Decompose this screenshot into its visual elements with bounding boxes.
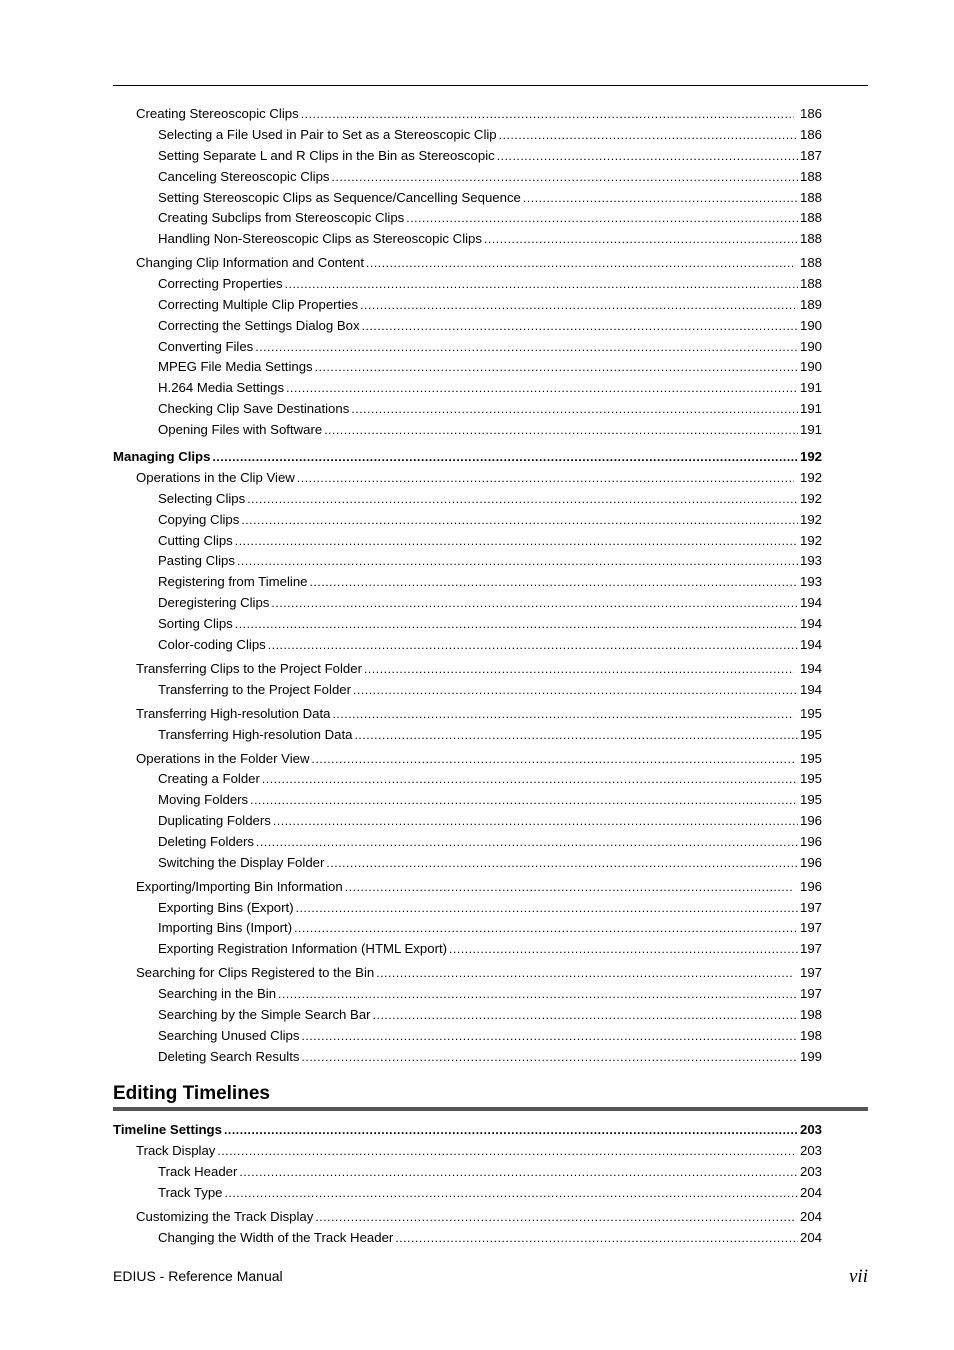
toc-entry-title: Cutting Clips [158, 533, 233, 548]
dot-leader [268, 637, 798, 654]
toc-entry-page: 188 [799, 169, 822, 184]
toc-entry-page: 196 [799, 813, 822, 828]
dot-leader [235, 533, 798, 550]
toc-entry-title: Deleting Folders [158, 834, 255, 849]
toc-entry[interactable] [158, 636, 822, 653]
toc-entry-title: Converting Files [158, 339, 254, 354]
toc-entry-title: Track Type [158, 1185, 223, 1200]
dot-leader [241, 512, 798, 529]
toc-entry-title: Correcting Properties [158, 276, 283, 291]
toc-entry-page: 203 [799, 1143, 822, 1158]
toc-entry-page: 198 [799, 1028, 822, 1043]
toc-entry-title: Creating a Folder [158, 771, 260, 786]
toc-entry-title: Track Header [158, 1164, 238, 1179]
toc-entry[interactable] [158, 615, 822, 632]
toc-entry-title: Handling Non-Stereoscopic Clips as Stereoscopic Clips [158, 231, 482, 246]
footer-manual-title: EDIUS - Reference Manual [113, 1268, 283, 1284]
toc-entry-title: Pasting Clips [158, 553, 235, 568]
header-rule [113, 85, 868, 86]
toc-entry[interactable] [158, 726, 822, 743]
toc-entry[interactable] [113, 1121, 822, 1138]
dot-leader [497, 148, 798, 165]
dot-leader [315, 359, 798, 376]
toc-entry-page: 188 [799, 276, 822, 291]
dot-leader [296, 900, 798, 917]
toc-entry-title: Track Display [136, 1143, 216, 1158]
toc-entry-title: Customizing the Track Display [136, 1209, 314, 1224]
toc-entry-page: 190 [799, 339, 822, 354]
toc-entry[interactable] [158, 1229, 822, 1246]
toc-entry-title: Transferring High-resolution Data [136, 706, 331, 721]
dot-leader [351, 401, 798, 418]
toc-entry[interactable] [158, 230, 822, 247]
toc-entry-title: Duplicating Folders [158, 813, 271, 828]
toc-entry-title: Exporting Bins (Export) [158, 900, 294, 915]
toc-entry-title: Operations in the Clip View [136, 470, 295, 485]
toc-entry-title: MPEG File Media Settings [158, 359, 313, 374]
dot-leader [484, 231, 798, 248]
toc-entry-page: 196 [799, 855, 822, 870]
toc-entry-page: 195 [799, 727, 822, 742]
toc-entry-title: Searching by the Simple Search Bar [158, 1007, 371, 1022]
toc-entry-title: Selecting Clips [158, 491, 246, 506]
toc-entry-title: Registering from Timeline [158, 574, 308, 589]
toc-entry-title: Searching in the Bin [158, 986, 277, 1001]
toc-entry-title: Exporting Registration Information (HTML Export) [158, 941, 448, 956]
toc-entry[interactable] [158, 552, 822, 569]
toc-entry[interactable] [158, 985, 822, 1002]
toc-entry[interactable] [136, 705, 822, 722]
toc-entry[interactable] [158, 833, 822, 850]
dot-leader [286, 380, 798, 397]
toc-entry-page: 191 [799, 422, 822, 437]
toc-entry-page: 192 [799, 470, 822, 485]
toc-entry[interactable] [113, 448, 822, 465]
dot-leader [364, 661, 794, 678]
toc-entry-title: Transferring to the Project Folder [158, 682, 352, 697]
toc-entry[interactable] [136, 878, 822, 895]
toc-entry[interactable] [158, 1048, 822, 1065]
toc-entry[interactable] [158, 681, 822, 698]
dot-leader [499, 127, 798, 144]
toc-entry-page: 199 [799, 1049, 822, 1064]
toc-entry-title: Switching the Display Folder [158, 855, 325, 870]
toc-entry-page: 203 [799, 1164, 822, 1179]
toc-entry[interactable] [158, 899, 822, 916]
toc-entry-page: 204 [799, 1230, 822, 1245]
toc-entry-page: 197 [799, 941, 822, 956]
toc-entry-title: Transferring Clips to the Project Folder [136, 661, 362, 676]
dot-leader [235, 616, 798, 633]
toc-entry-page: 188 [799, 231, 822, 246]
toc-entry[interactable] [158, 189, 822, 206]
toc-entry-page: 194 [799, 661, 822, 676]
toc-entry[interactable] [158, 511, 822, 528]
toc-entry-title: H.264 Media Settings [158, 380, 285, 395]
toc-entry-title: Checking Clip Save Destinations [158, 401, 350, 416]
toc-entry-page: 193 [799, 553, 822, 568]
dot-leader [301, 1028, 798, 1045]
dot-leader [345, 879, 794, 896]
dot-leader [354, 727, 798, 744]
toc-entry[interactable] [136, 660, 822, 677]
dot-leader [332, 169, 798, 186]
toc-entry[interactable] [158, 594, 822, 611]
toc-entry-title: Correcting the Settings Dialog Box [158, 318, 360, 333]
dot-leader [523, 190, 798, 207]
toc-entry[interactable] [158, 147, 822, 164]
dot-leader [376, 965, 794, 982]
toc-entry[interactable] [158, 168, 822, 185]
toc-entry[interactable] [158, 854, 822, 871]
dot-leader [332, 706, 794, 723]
toc-entry-page: 190 [799, 318, 822, 333]
toc-entry[interactable] [158, 296, 822, 313]
dot-leader [250, 792, 798, 809]
toc-entry-title: Opening Files with Software [158, 422, 323, 437]
toc-entry-title: Operations in the Folder View [136, 751, 310, 766]
toc-entry-page: 194 [799, 595, 822, 610]
toc-entry[interactable] [158, 812, 822, 829]
toc-entry-title: Importing Bins (Import) [158, 920, 293, 935]
toc-entry-title: Moving Folders [158, 792, 249, 807]
toc-entry-page: 195 [799, 706, 822, 721]
dot-leader [247, 491, 798, 508]
dot-leader [362, 318, 798, 335]
toc-entry-page: 192 [799, 533, 822, 548]
toc-entry-page: 192 [799, 512, 822, 527]
toc-entry[interactable] [158, 1184, 822, 1201]
dot-leader [255, 339, 798, 356]
toc-entry[interactable] [136, 750, 822, 767]
toc-entry-page: 195 [799, 792, 822, 807]
dot-leader [212, 449, 798, 466]
dot-leader [294, 920, 798, 937]
toc-entry[interactable] [136, 1208, 822, 1225]
toc-entry[interactable] [158, 1163, 822, 1180]
dot-leader [449, 941, 798, 958]
toc-entry-page: 196 [799, 834, 822, 849]
toc-entry-title: Changing the Width of the Track Header [158, 1230, 394, 1245]
dot-leader [285, 276, 798, 293]
section-rule [113, 1107, 868, 1111]
toc-entry-page: 187 [799, 148, 822, 163]
toc-entry-page: 186 [799, 127, 822, 142]
toc-entry[interactable] [158, 490, 822, 507]
dot-leader [373, 1007, 798, 1024]
dot-leader [324, 422, 798, 439]
toc-entry-page: 197 [799, 920, 822, 935]
toc-entry-title: Timeline Settings [113, 1122, 222, 1137]
toc-entry[interactable] [158, 770, 822, 787]
dot-leader [301, 1049, 798, 1066]
dot-leader [271, 595, 798, 612]
toc-entry-title: Color-coding Clips [158, 637, 266, 652]
toc-entry[interactable] [158, 919, 822, 936]
toc-entry-page: 194 [799, 682, 822, 697]
dot-leader [297, 470, 794, 487]
toc-entry-page: 204 [799, 1185, 822, 1200]
toc-entry-page: 195 [799, 751, 822, 766]
toc-entry-title: Changing Clip Information and Content [136, 255, 364, 270]
toc-entry-title: Canceling Stereoscopic Clips [158, 169, 330, 184]
toc-entry[interactable] [158, 532, 822, 549]
dot-leader [406, 210, 798, 227]
toc-entry[interactable] [158, 275, 822, 292]
toc-entry[interactable] [158, 317, 822, 334]
toc-entry[interactable] [158, 338, 822, 355]
toc-entry[interactable] [158, 379, 822, 396]
toc-entry-title: Correcting Multiple Clip Properties [158, 297, 359, 312]
footer-page-number: vii [849, 1266, 868, 1287]
dot-leader [239, 1164, 798, 1181]
dot-leader [301, 106, 794, 123]
section-heading: Editing Timelines [113, 1083, 270, 1104]
toc-entry-title: Searching for Clips Registered to the Bin [136, 965, 375, 980]
toc-entry[interactable] [158, 126, 822, 143]
toc-entry-title: Deleting Search Results [158, 1049, 300, 1064]
dot-leader [315, 1209, 794, 1226]
toc-entry-title: Copying Clips [158, 512, 240, 527]
toc-entry-title: Searching Unused Clips [158, 1028, 300, 1043]
dot-leader [224, 1122, 798, 1139]
dot-leader [256, 834, 798, 851]
dot-leader [217, 1143, 794, 1160]
dot-leader [310, 574, 798, 591]
toc-entry-page: 190 [799, 359, 822, 374]
toc-entry-page: 195 [799, 771, 822, 786]
toc-entry[interactable] [158, 209, 822, 226]
toc-entry-page: 204 [799, 1209, 822, 1224]
toc-entry-page: 188 [799, 190, 822, 205]
toc-entry-page: 194 [799, 616, 822, 631]
toc-entry[interactable] [158, 791, 822, 808]
dot-leader [360, 297, 798, 314]
toc-entry[interactable] [136, 964, 822, 981]
toc-entry-page: 189 [799, 297, 822, 312]
toc-entry-page: 197 [799, 986, 822, 1001]
toc-entry[interactable] [158, 400, 822, 417]
toc-entry[interactable] [158, 573, 822, 590]
toc-entry-page: 196 [799, 879, 822, 894]
dot-leader [395, 1230, 798, 1247]
toc-entry[interactable] [136, 254, 822, 271]
dot-leader [278, 986, 798, 1003]
toc-entry-page: 188 [799, 255, 822, 270]
toc-entry[interactable] [136, 1142, 822, 1159]
toc-entry-page: 192 [799, 449, 822, 464]
dot-leader [353, 682, 798, 699]
toc-entry-page: 191 [799, 401, 822, 416]
toc-entry[interactable] [158, 940, 822, 957]
dot-leader [262, 771, 798, 788]
toc-entry-title: Exporting/Importing Bin Information [136, 879, 343, 894]
toc-entry-title: Setting Separate L and R Clips in the Bin as Stereoscopic [158, 148, 495, 163]
toc-entry[interactable] [158, 421, 822, 438]
dot-leader [273, 813, 798, 830]
toc-entry-page: 192 [799, 491, 822, 506]
toc-entry-page: 198 [799, 1007, 822, 1022]
toc-entry-page: 188 [799, 210, 822, 225]
toc-entry-title: Creating Stereoscopic Clips [136, 106, 299, 121]
toc-entry-page: 193 [799, 574, 822, 589]
toc-entry-page: 186 [799, 106, 822, 121]
toc-entry-page: 203 [799, 1122, 822, 1137]
toc-entry-title: Setting Stereoscopic Clips as Sequence/Cancelling Sequence [158, 190, 521, 205]
toc-entry-title: Selecting a File Used in Pair to Set as a Stereoscopic Clip [158, 127, 497, 142]
toc-entry-page: 197 [799, 900, 822, 915]
toc-entry[interactable] [158, 358, 822, 375]
toc-entry[interactable] [136, 469, 822, 486]
dot-leader [225, 1185, 798, 1202]
toc-entry[interactable] [158, 1027, 822, 1044]
toc-entry-page: 194 [799, 637, 822, 652]
toc-entry[interactable] [158, 1006, 822, 1023]
dot-leader [312, 751, 794, 768]
toc-entry-page: 191 [799, 380, 822, 395]
dot-leader [326, 855, 798, 872]
toc-entry-title: Managing Clips [113, 449, 211, 464]
toc-entry-title: Deregistering Clips [158, 595, 270, 610]
toc-entry[interactable] [136, 105, 822, 122]
dot-leader [366, 255, 794, 272]
toc-entry-title: Sorting Clips [158, 616, 233, 631]
toc-entry-title: Creating Subclips from Stereoscopic Clips [158, 210, 405, 225]
toc-entry-title: Transferring High-resolution Data [158, 727, 353, 742]
toc-entry-page: 197 [799, 965, 822, 980]
dot-leader [237, 553, 798, 570]
